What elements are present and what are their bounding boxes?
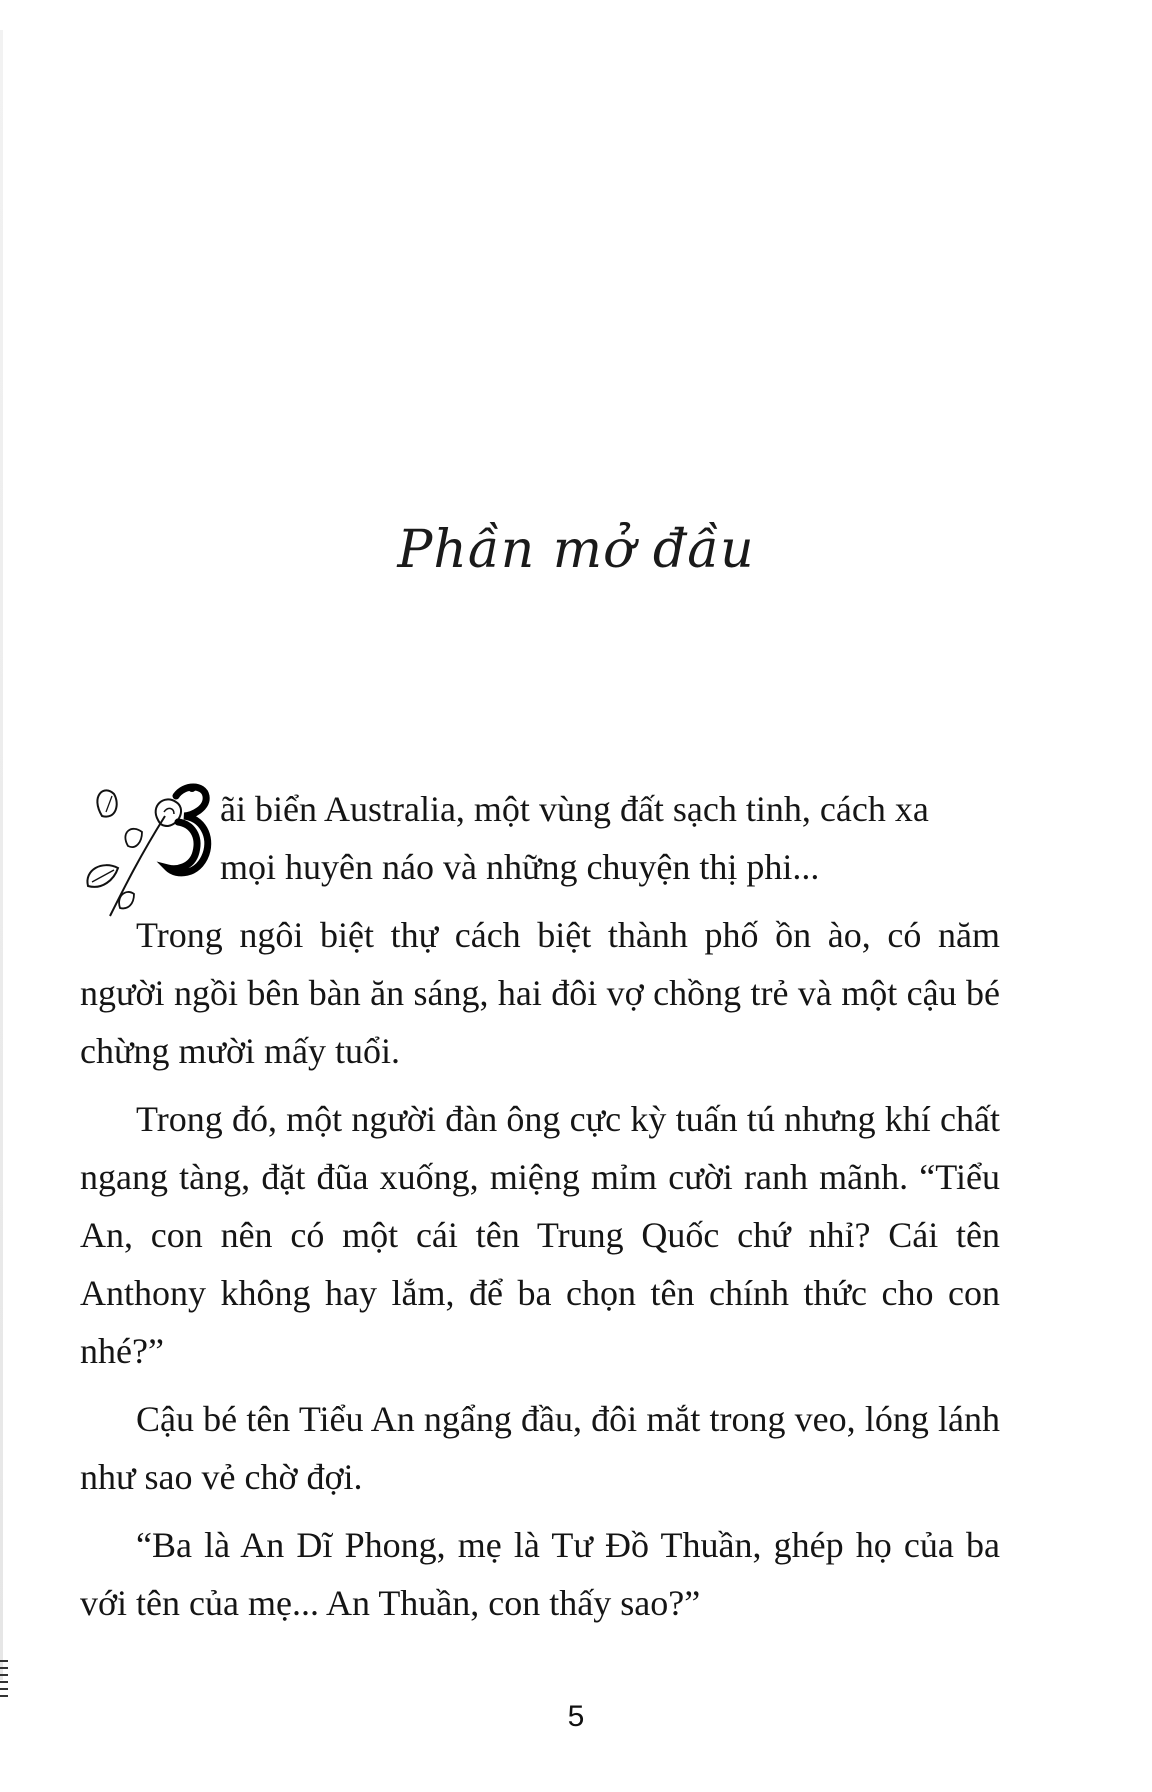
chapter-title: Phần mở đầu bbox=[397, 520, 755, 580]
page-edge-marks bbox=[0, 1660, 8, 1700]
floral-dropcap-icon bbox=[80, 776, 215, 926]
paragraph: “Ba là An Dĩ Phong, mẹ là Tư Đồ Thuần, ghép họ của ba với tên của mẹ... An Thuần, con thấy sao?” bbox=[80, 1525, 1000, 1623]
body-text bbox=[80, 780, 1000, 1632]
dropcap-paragraph bbox=[80, 780, 1000, 896]
paragraph: Cậu bé tên Tiểu An ngẩng đầu, đôi mắt trong veo, lóng lánh như sao vẻ chờ đợi. bbox=[80, 1399, 1000, 1497]
paragraph: Trong đó, một người đàn ông cực kỳ tuấn tú nhưng khí chất ngang tàng, đặt đũa xuống, miệng mỉm cười ranh mãnh. “Tiểu An, con nên có một cái tên Trung Quốc chứ nhỉ? Cái tên Anthony không hay lắm, để ba chọn tên chính thức cho con nhé?” bbox=[80, 1099, 1000, 1371]
dropcap-line-2: mọi huyên náo và những chuyện thị phi... bbox=[220, 847, 820, 887]
paragraph: Trong ngôi biệt thự cách biệt thành phố ồn ào, có năm người ngồi bên bàn ăn sáng, hai đôi vợ chồng trẻ và một cậu bé chừng mười mấy tuổi. bbox=[80, 915, 1000, 1071]
page-number: 5 bbox=[567, 1700, 585, 1733]
page-edge-shadow bbox=[0, 30, 3, 1680]
dropcap-line-1: ãi biển Australia, một vùng đất sạch tinh, cách xa bbox=[220, 789, 929, 829]
